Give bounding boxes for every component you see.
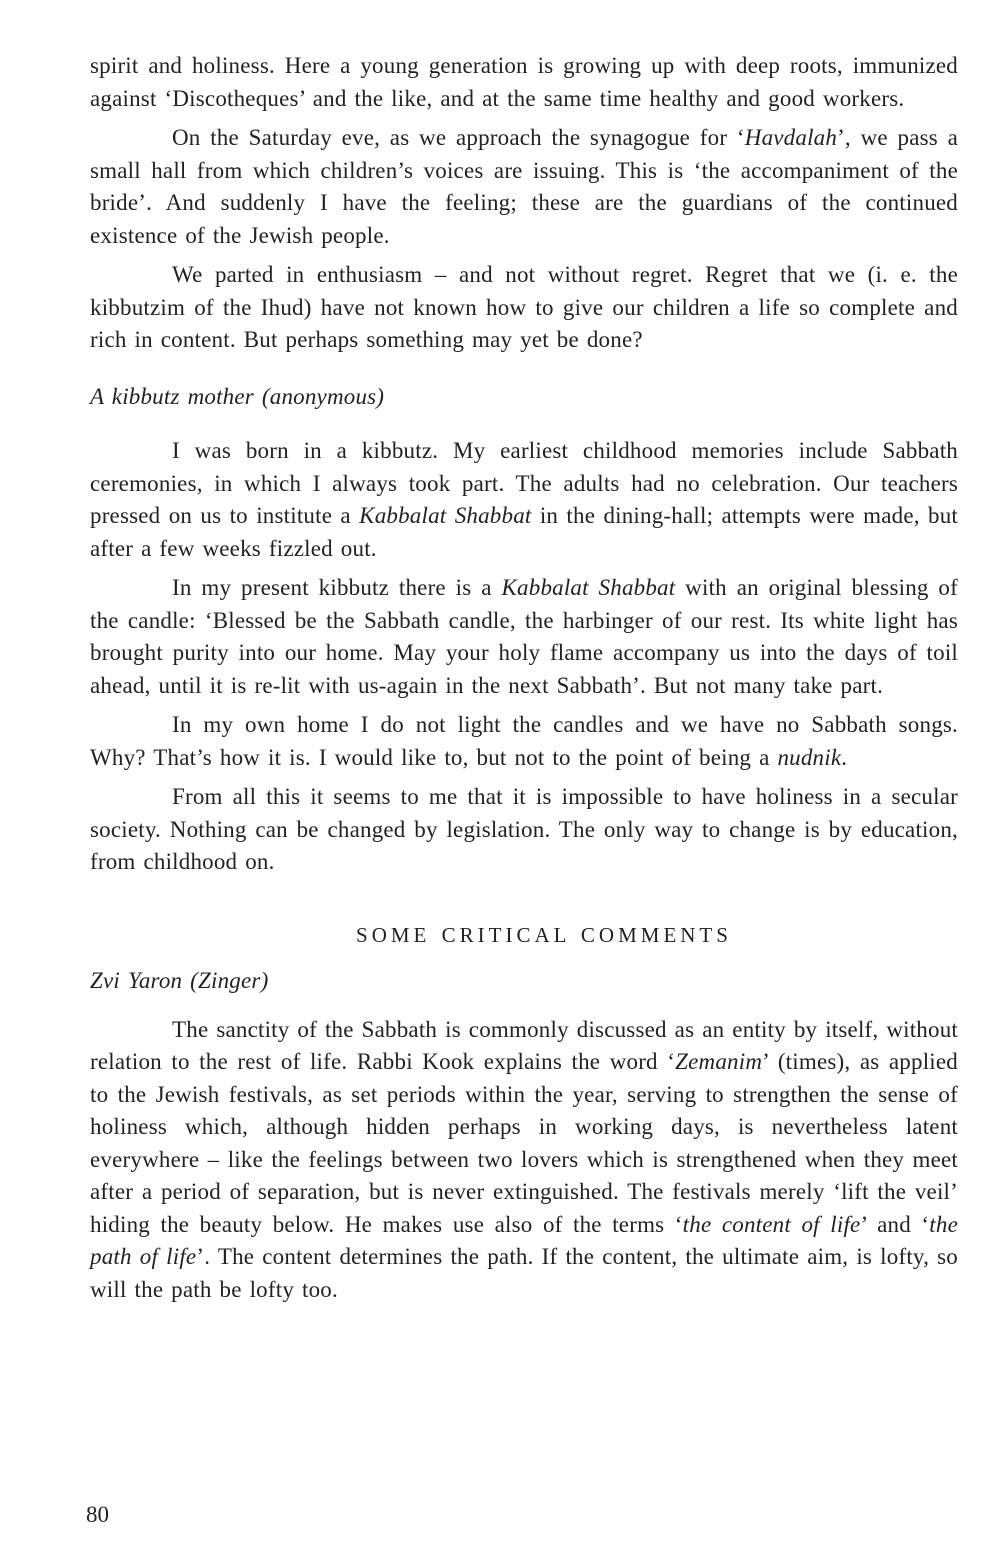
paragraph-present-kibbutz: [90, 572, 958, 702]
paragraph-parted: We parted in enthusiasm – and not without regret. Regret that we (i. e. the kibbutzim of the Ihud) have not known how to give our children a life so complete and rich in content. But perhaps something may yet be done?: [90, 262, 958, 352]
italic-term: Kabbalat Shabbat: [501, 575, 676, 600]
italic-term: Havdalah: [744, 125, 838, 150]
text-run: I was born in a kibbutz. My earliest childhood memories include Sabbath ceremonies, in which I always took part. The adults had no celebration. Our teachers pressed on us to institute a: [90, 438, 958, 528]
paragraph-continued: spirit and holiness. Here a young generation is growing up with deep roots, immunized against ‘Discotheques’ and the like, and at the same time healthy and good workers.: [90, 53, 958, 111]
paragraph-own-home: [90, 709, 958, 774]
text-run: in the dining-hall; attempts were made, but after a few weeks fizzled out.: [90, 503, 959, 561]
page-number: 80: [86, 1502, 109, 1527]
italic-term: nudnik: [777, 744, 842, 770]
text-run: ’. The content determines the path. If the content, the ultimate aim, is lofty, so will the path be lofty too.: [90, 1244, 959, 1302]
italic-term: Zemanim: [675, 1049, 763, 1074]
text-run: ’ and ‘: [860, 1211, 930, 1237]
text-run: .: [841, 744, 848, 770]
text-run: ’, we pass a small hall from which children’s voices are issuing. This is ‘the accompaniment of the bride’. And suddenly I have the feeling; these are the guardians of the continued existence of the Jewish people.: [90, 125, 958, 248]
italic-term: the content of life: [682, 1211, 861, 1237]
paragraph-secular-society: From all this it seems to me that it is impossible to have holiness in a secular society. Nothing can be changed by legislation. The only way to change is by education, from childhood on.: [90, 784, 958, 874]
text-run: In my own home I do not light the candles and we have no Sabbath songs. Why? That’s how it is. I would like to, but not to the point of being a: [90, 712, 958, 770]
text-run: In my present kibbutz there is a: [172, 575, 502, 600]
text-run: On the Saturday eve, as we approach the synagogue for ‘: [172, 125, 745, 150]
text-run: with an original blessing of the candle: ‘Blessed be the Sabbath candle, the harbinger of our rest. Its white light has brought purity into our home. May your holy flame accompany us into the days of toil ahead, until it is re-lit with us-again in the next Sabbath’. But not many take part.: [90, 575, 958, 698]
text-run: The sanctity of the Sabbath is commonly discussed as an entity by itself, without relation to the rest of life. Rabbi Kook explains the word ‘: [90, 1016, 958, 1074]
section-heading: SOME CRITICAL COMMENTS: [356, 922, 732, 947]
italic-term: the path of life: [90, 1211, 958, 1269]
page-body: [90, 50, 958, 1306]
italic-term: Kabbalat Shabbat: [359, 503, 532, 528]
paragraph-born-in-kibbutz: [90, 435, 958, 565]
paragraph-havdalah: [90, 122, 958, 252]
author-zvi-yaron: Zvi Yaron (Zinger): [90, 968, 269, 993]
author-kibbutz-mother: A kibbutz mother (anonymous): [90, 383, 385, 409]
text-run: ’ (times), as applied to the Jewish festivals, as set periods within the year, serving to strengthen the sense of holiness which, although hidden perhaps in working days, is nevertheless latent everywhere – like the feelings between two lovers which is strengthened when they meet after a period of separation, but is never extinguished. The festivals merely ‘lift the veil’ hiding the beauty below. He makes use also of the terms ‘: [90, 1049, 958, 1237]
paragraph-sanctity: [90, 1014, 958, 1307]
